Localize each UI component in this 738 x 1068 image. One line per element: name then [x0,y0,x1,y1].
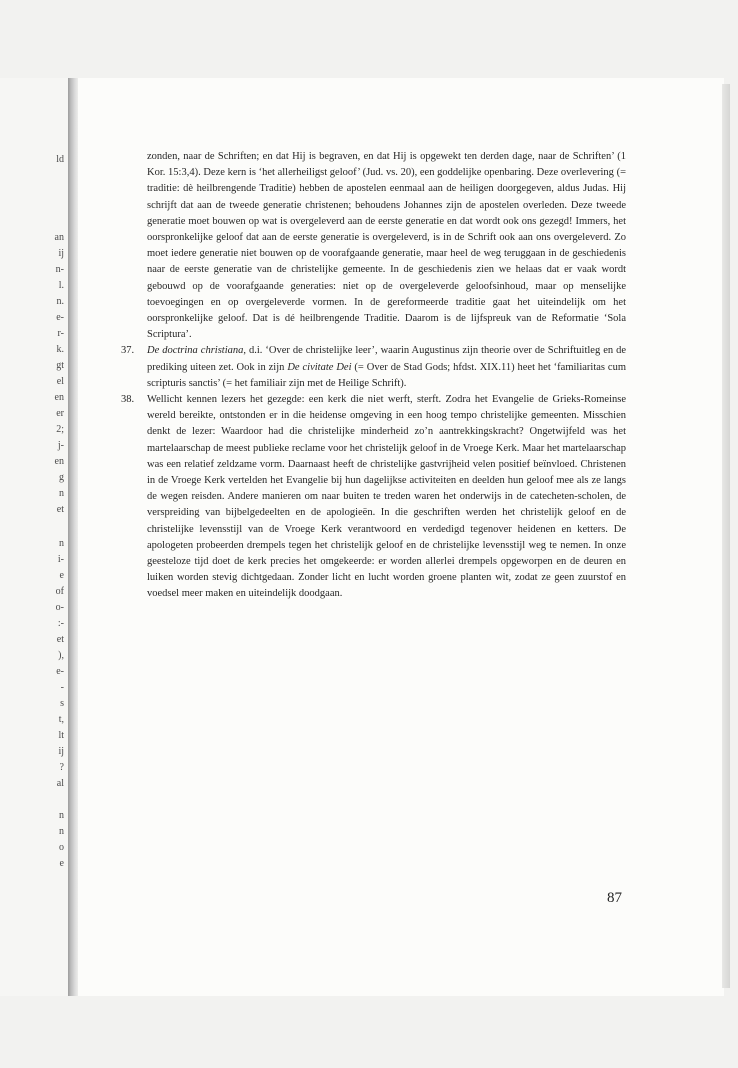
left-margin-fragment: el [56,376,64,387]
page-stack-edge [722,84,730,988]
left-margin-fragment: e- [56,312,64,323]
left-margin-fragment: en [54,392,64,403]
footnote-number: 37. [121,345,135,357]
left-margin-fragment: ld [56,154,64,165]
left-margin-fragment: 2; [56,424,64,435]
left-margin-fragment: e [59,858,64,869]
left-margin-fragment: ij [58,746,64,757]
left-margin-fragment: o [59,842,64,853]
left-margin-fragment: et [56,634,64,645]
left-margin-fragment: n- [55,264,64,275]
left-margin-fragment: gt [56,360,64,371]
left-margin-fragment: r- [57,328,64,339]
left-margin-fragment: ), [58,650,64,661]
footnote-number: 38. [121,394,135,406]
left-margin-fragment: en [54,456,64,467]
footnote-text: , d.i. ‘Over de christelijke leer’, waarin Augustinus zijn theorie over de Schriftuitleg en de prediking uiteen zet. Ook in zijn [147,345,626,373]
left-margin-fragment: j- [57,440,64,451]
footnote-text: Wellicht kennen lezers het gezegde: een kerk die niet werft, sterft. Zodra het Evangelie de Grieks-Romeinse wereld bereikte, ontstonden er in die heidense omgeving in een hoog tempo christelijke gemeenten. Misschien denkt de lezer: Waardoor had die christelijke minderheid zo’n aantrekkingskracht? Ongetwijfeld was het martelaarschap de meest publieke reclame voor het christelijk geloof in de Vroege Kerk. Maar het martelaarschap was een relatief zeldzame vorm. Daarnaast heeft de christelijke gastvrijheid velen positief beïnvloed. Christenen in de Vroege Kerk vertelden het Evangelie bij hun dagelijkse activiteiten en deelden hun geloof mee als ze langs de wegen reisden. Andere manieren om naar buiten te treden waren het onderwijs in de catecheten-scholen, de verspreiding van bijbelgedeelten en de apologieën. In die geschriften werden het christelijk geloof en de christelijke levensstijl van de Vroege Kerk verantwoord en verdedigd tegenover heidenen en ketters. De apologeten probeerden drempels tegen het christelijk geloof en de christelijke levensstijl weg te nemen. In onze geesteloze tijd doet de kerk precies het omgekeerde: er worden allerlei drempels opgeworpen en de deuren en luiken worden stevig dichtgedaan. Zonder licht en lucht worden groene planten wit, zodat ze geen zuurstof en voedsel meer maken en uiteindelijk doodgaan. [147,394,626,600]
left-margin-fragment: lt [58,730,64,741]
left-margin-fragment: l. [58,280,64,291]
left-margin-fragment: n [59,538,64,549]
continuation-paragraph: zonden, naar de Schriften; en dat Hij is begraven, en dat Hij is opgewekt ten derden dage, naar de Schriften’ (1 Kor. 15:3,4). Deze kern is ‘het allerheiligst geloof’ (Jud. vs. 20), een goddelijke openbaring. Deze overlevering (= traditie: dè heilbrengende Traditie) hebben de apostelen eenmaal aan de heiligen doorgegeven, aldus Judas. Hij schrijft dat aan de tweede generatie christenen; behoudens Johannes zijn de apostelen overleden. Deze tweede generatie moet bouwen op wat is overgeleverd aan de eerste generatie en dat wordt ook ons gezegd! Immers, het oorspronkelijke geloof dat aan de eerste generatie is overgeleverd, is in de Schrift ook aan ons overgeleverd. Zo moet iedere generatie niet bouwen op de voorafgaande generatie, maar heel de weg teruggaan in de geschiedenis naar de eerste generatie van de christelijke gemeente. In de geschiedenis zien we helaas dat er vaak wordt gebouwd op de voorafgaande generaties: niet op de overgeleverde geloofsinhoud, maar op menselijke toevoegingen en op overgeleverde vormen. In de gereformeerde traditie gaat het uiteindelijk om het oorspronkelijke geloof. Dat is dé heilbrengende Traditie. Daarom is de lijfspreuk van de Reformatie ‘Sola Scriptura’. [147,151,626,341]
book-title: De doctrina christiana [147,345,244,357]
book-gutter [68,78,78,996]
left-margin-fragment: et [56,504,64,515]
left-margin-fragment: al [56,778,64,789]
left-margin-fragment: er [56,408,64,419]
left-margin-fragment: s [60,698,64,709]
page-number: 87 [607,890,622,906]
footnote-38 [121,392,626,603]
left-margin-fragment: n [59,826,64,837]
left-margin-fragment: n [59,488,64,499]
left-margin-fragment: k. [56,344,64,355]
left-page-edge [0,78,68,996]
left-margin-fragment: t, [58,714,64,725]
left-margin-fragment: :- [57,618,64,629]
left-margin-fragment: n [59,810,64,821]
left-margin-fragment: e- [56,666,64,677]
left-margin-fragment: i- [57,554,64,565]
left-margin-fragment: e [59,570,64,581]
left-margin-fragment: of [55,586,64,597]
left-margin-fragment: ij [58,248,64,259]
left-margin-fragment: ? [59,762,64,773]
footnotes-block [121,149,626,603]
left-margin-fragment: an [54,232,64,243]
footnote-37 [121,343,626,392]
book-title: De civitate Dei [287,361,352,373]
footnote-text: (= Over de Stad Gods; hfdst. XIX.11) heet het ‘familiaritas cum scripturis sanctis’ (= het familiair zijn met de Heilige Schrift). [147,361,626,389]
left-margin-fragment: n. [56,296,64,307]
book-page [78,78,724,996]
left-margin-fragment: o- [55,602,64,613]
left-margin-fragment: - [60,682,64,693]
left-margin-fragment: g [59,472,64,483]
